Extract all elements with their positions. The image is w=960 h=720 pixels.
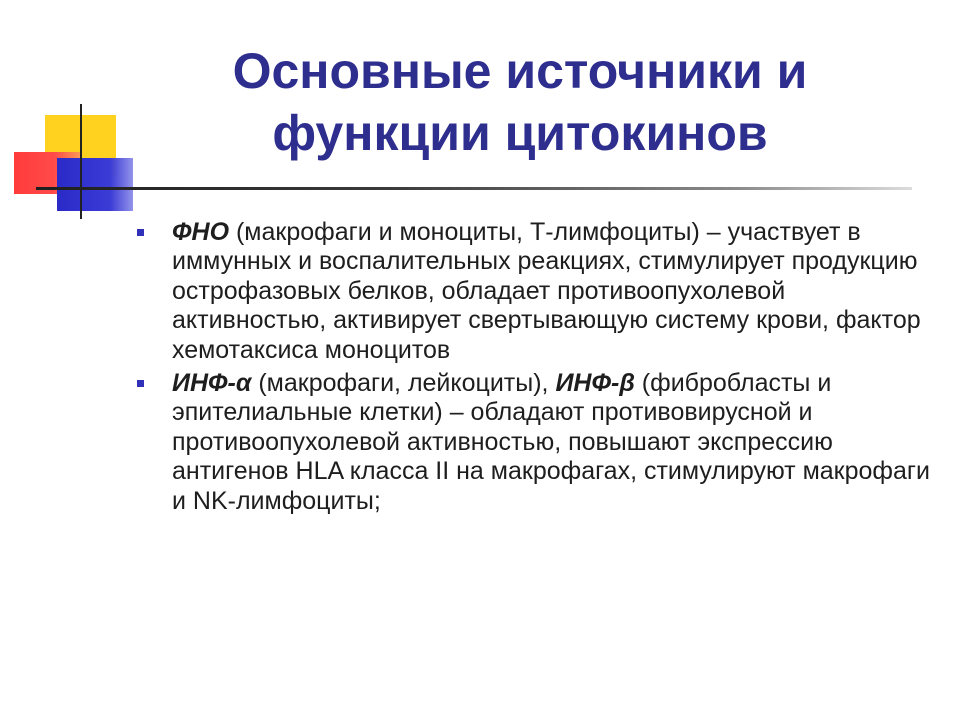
slide-title-line-1: Основные источники и xyxy=(232,43,808,99)
bullet-text: (макрофаги и моноциты, Т-лимфоциты) – участвует в иммунных и воспалительных реакциях, стимулирует продукцию острофазовых белков, обладает противоопухолевой активностью, активирует свертывающую систему крови, фактор хемотаксиса моноцитов xyxy=(172,218,921,364)
bullet-text-alpha: (макрофаги, лейкоциты), xyxy=(251,369,556,398)
bullet-text-beta: (фибробласты и эпителиальные клетки) – обладают противовирусной и противоопухолевой активностью, повышают экспрессию антигенов HLA класса II на макрофагах, стимулируют макрофаги и NK-лимфоциты; xyxy=(172,369,930,515)
decor-blue-square xyxy=(57,158,133,211)
bullet-square-icon xyxy=(137,380,144,387)
bullet-item-tnf xyxy=(133,218,933,365)
bullet-term-beta: ИНФ-β xyxy=(555,369,635,398)
bullet-item-ifn xyxy=(133,369,933,516)
title-underline xyxy=(36,187,912,190)
bullet-term: ФНО xyxy=(172,218,230,246)
bullet-term-alpha: ИНФ-α xyxy=(172,369,252,398)
bullet-list xyxy=(133,218,933,520)
bullet-square-icon xyxy=(137,229,144,236)
slide-title-line-2: функции цитокинов xyxy=(272,105,768,161)
slide-title xyxy=(140,40,900,164)
decor-vertical-line xyxy=(80,104,82,219)
